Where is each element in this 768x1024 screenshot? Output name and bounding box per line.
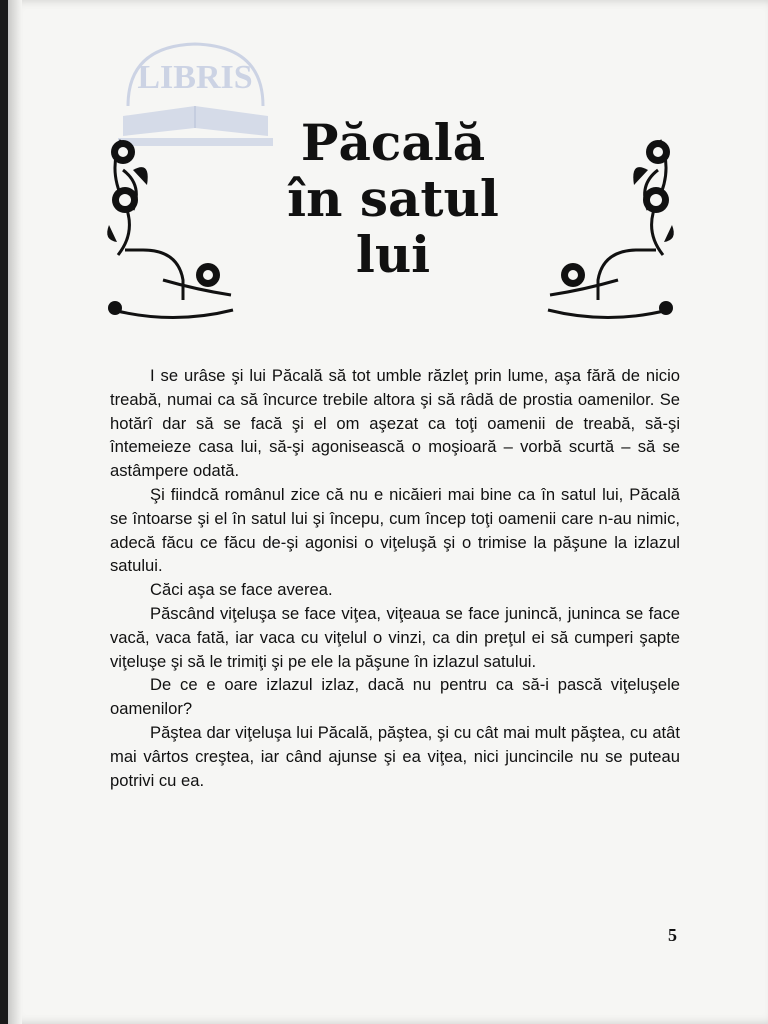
chapter-title [253,115,533,283]
chapter-title-line-1: Păcală [300,113,486,172]
book-page [8,0,768,1024]
chapter-heading [103,115,678,315]
story-body [110,364,680,792]
paragraph-3: Căci aşa se face averea. [150,580,333,600]
page-number: 5 [668,925,677,945]
paragraph-2: Şi fiindcă românul zice că nu e nicăieri mai bine ca în satul lui, Păcală se întoarse şi el în satul lui şi începu, cum încep toţi oamenii care n-au nimic, adecă făcu ce făcu de-şi agonisi o viţeluşă şi o trimise la păşune la izlazul satului. [110,484,680,576]
paragraph-5: De ce e oare izlazul izlaz, dacă nu pentru ca să-i pască viţeluşele oamenilor? [110,675,680,719]
floral-ornament-left-icon [103,130,238,325]
page-gutter-shadow [8,0,22,1024]
floral-ornament-right-icon [543,130,678,325]
chapter-title-line-2: în satul lui [287,169,499,284]
paragraph-1: I se urâse şi lui Păcală să tot umble răzleţ prin lume, aşa fără de nicio treabă, numai ca să încurce trebile altora şi să râdă de prostia oamenilor. Se hotărî dar să se facă şi el om aşezat ca toţi oamenii de treabă, să-şi întemeieze casa lui, să-şi agonisească o moşioară – vorbă scurtă – să se astâmpere odată. [110,366,680,481]
watermark-text: LIBRIS [137,59,253,96]
paragraph-4: Păscând viţeluşa se face viţea, viţeaua se face junincă, juninca se face vacă, vaca fată, iar vaca cu viţelul o vinzi, ca din preţul ei să cumperi şapte viţeluşe şi să le trimiţi şi pe ele la păşune în izlazul satului. [110,603,680,671]
paragraph-6: Păştea dar viţeluşa lui Păcală, păştea, şi cu cât mai mult păştea, cu atât mai vârtos creştea, iar când ajunse şi ea viţea, nici juncincile nu se puteau potrivi cu ea. [110,722,680,790]
